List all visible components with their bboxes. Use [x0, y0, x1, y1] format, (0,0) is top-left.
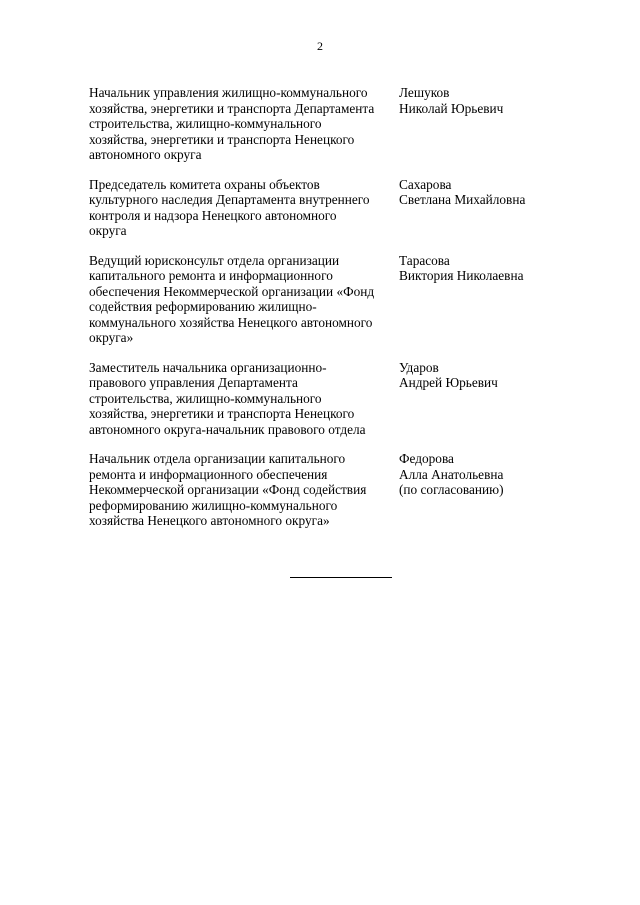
- member-surname: Сахарова: [399, 176, 452, 192]
- member-surname: Ударов: [399, 359, 439, 375]
- member-row: [89, 360, 549, 438]
- member-position: Председатель комитета охраны объектов культурного наследия Департамента внутреннего контроля и надзора Ненецкого автономного округа: [89, 176, 370, 238]
- member-given-names: Светлана Михайловна: [399, 192, 526, 207]
- member-surname: Тарасова: [399, 252, 450, 268]
- member-person: [399, 360, 498, 438]
- member-position: Ведущий юрисконсульт отдела организации капитального ремонта и информационного обеспечения Некоммерческой организации «Фонд содействия реформированию жилищно- коммунального хозяйства Ненецкого автономного округа»: [89, 252, 375, 345]
- member-person: [399, 85, 503, 163]
- member-person: [399, 253, 523, 346]
- member-given-names: Николай Юрьевич: [399, 100, 504, 116]
- member-position: Заместитель начальника организационно- правового управления Департамента строительства, жилищно-коммунального хозяйства, энергетики и транспорта Ненецкого автономного округа-начальник правового отдела: [89, 359, 366, 437]
- member-given-names: Андрей Юрьевич: [399, 375, 498, 390]
- end-separator-line: [290, 577, 392, 578]
- member-row: [89, 253, 549, 346]
- member-position: Начальник управления жилищно-коммунального хозяйства, энергетики и транспорта Департамента строительства, жилищно-коммунального хозяйства, энергетики и транспорта Ненецкого автономного округа: [89, 85, 375, 162]
- member-position: Начальник отдела организации капитального ремонта и информационного обеспечения Некоммерческой организации «Фонд содействия реформированию жилищно-коммунального хозяйства Ненецкого автономного округа»: [89, 451, 367, 528]
- member-surname: Федорова: [399, 451, 454, 466]
- member-row: [89, 85, 549, 163]
- member-person: [399, 451, 504, 529]
- member-note: (по согласованию): [399, 482, 504, 497]
- page-number: 2: [317, 39, 323, 53]
- member-row: [89, 451, 549, 529]
- member-row: [89, 177, 549, 239]
- member-person: [399, 177, 525, 239]
- member-given-names: Виктория Николаевна: [399, 268, 524, 283]
- members-list: [89, 85, 549, 543]
- member-surname: Лешуков: [399, 85, 450, 100]
- member-given-names: Алла Анатольевна: [399, 466, 504, 482]
